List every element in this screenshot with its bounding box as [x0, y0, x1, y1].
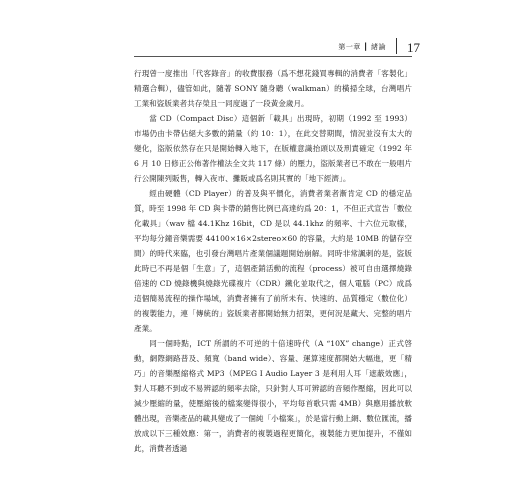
chapter-label: 第一章 ┃ 緒論	[338, 43, 386, 51]
page-header	[338, 38, 420, 54]
header-divider	[396, 38, 397, 54]
header-rule	[134, 56, 412, 57]
body-text	[134, 66, 412, 456]
page-number: 17	[407, 40, 420, 55]
paragraph-4: 同一個時點，ICT 所謂的不可逆的十倍速時代（A “10X” change）正式啓動，網際網路普及、頻寬（band wide）、容量、運算速度都開始大幅進，更「精巧」的音樂壓縮格式 MP3（MPEG I Audio Layer 3 是利用人耳「遮蔽效應」，對人耳聽不到或不易辨認的頻率去除，只針對人耳可辨認的音頻作壓縮，因此可以減少壓縮的量，使壓縮後的檔案變得很小，平均每首歌只需 4MB）與應用播放軟體出現，音樂產品的載具變成了一個純「小檔案」，於是當行動上網、數位匯流，播放成以下三種效應：第一，消費者的複製過程更簡化，複製能力更加提升，不僅如此，消費者透過	[134, 339, 412, 453]
paragraph-2: 當 CD（Compact Disc）這個新「載具」出現時，初期（1992 至 1993）市場仍由卡帶佔絕大多數的銷量（約 10：1），在此交替期間，情況並沒有太大的變化，盜版依然存在只是開始轉入地下，在版權意識抬頭以及刑責確定（1992 年 6 月 10 日修正公佈著作權法全文共 117 條）的壓力，盜版業者已不敢在一般唱片行公開陳列販售，轉入夜市、攤販或爲名則其實的「地下經濟」。	[134, 114, 412, 183]
paragraph-1: 行現曾一度推出「代客錄音」的收費服務（爲不想花錢買專輯的消費者「客製化」精選合輯），儘管如此，隨著 SONY 隨身聽（walkman）的橫掃全球，台灣唱片工業和盜版業者共存榮且一同度過了一段黃金歲月。	[134, 69, 412, 108]
paragraph-3: 經由硬體（CD Player）的普及與平價化，消費者業者漸肯定 CD 的穩定品質，時至 1998 年 CD 與卡帶的銷售比例已高達約爲 20：1，不但正式宣告「數位化載具」（wav 檔 44.1Khz 16bit，CD 是以 44.1khz 的頻率、十六位元取樣，平均每分鐘音樂需要 44100×16×2stereo×60 的容量，大約是 10MB 的儲存空間）的時代來臨，也引發台灣唱片產業個議題開始崩解。同時非常諷刺的是，盜版此時已不再是個「生意」了，這個產銷活動的流程（process）被可自由選擇燒錄倍速的 CD 燒錄機與燒錄光碟複片（CDR）鐵化並取代之，個人電腦（PC）成爲這個簡易流程的操作場域，消費者擁有了前所未有、快速的、品質穩定（數位化）的複製能力，連「傳統的」盜版業者都開始無力招架，更何況是藏大、完整的唱片產業。	[134, 189, 413, 333]
